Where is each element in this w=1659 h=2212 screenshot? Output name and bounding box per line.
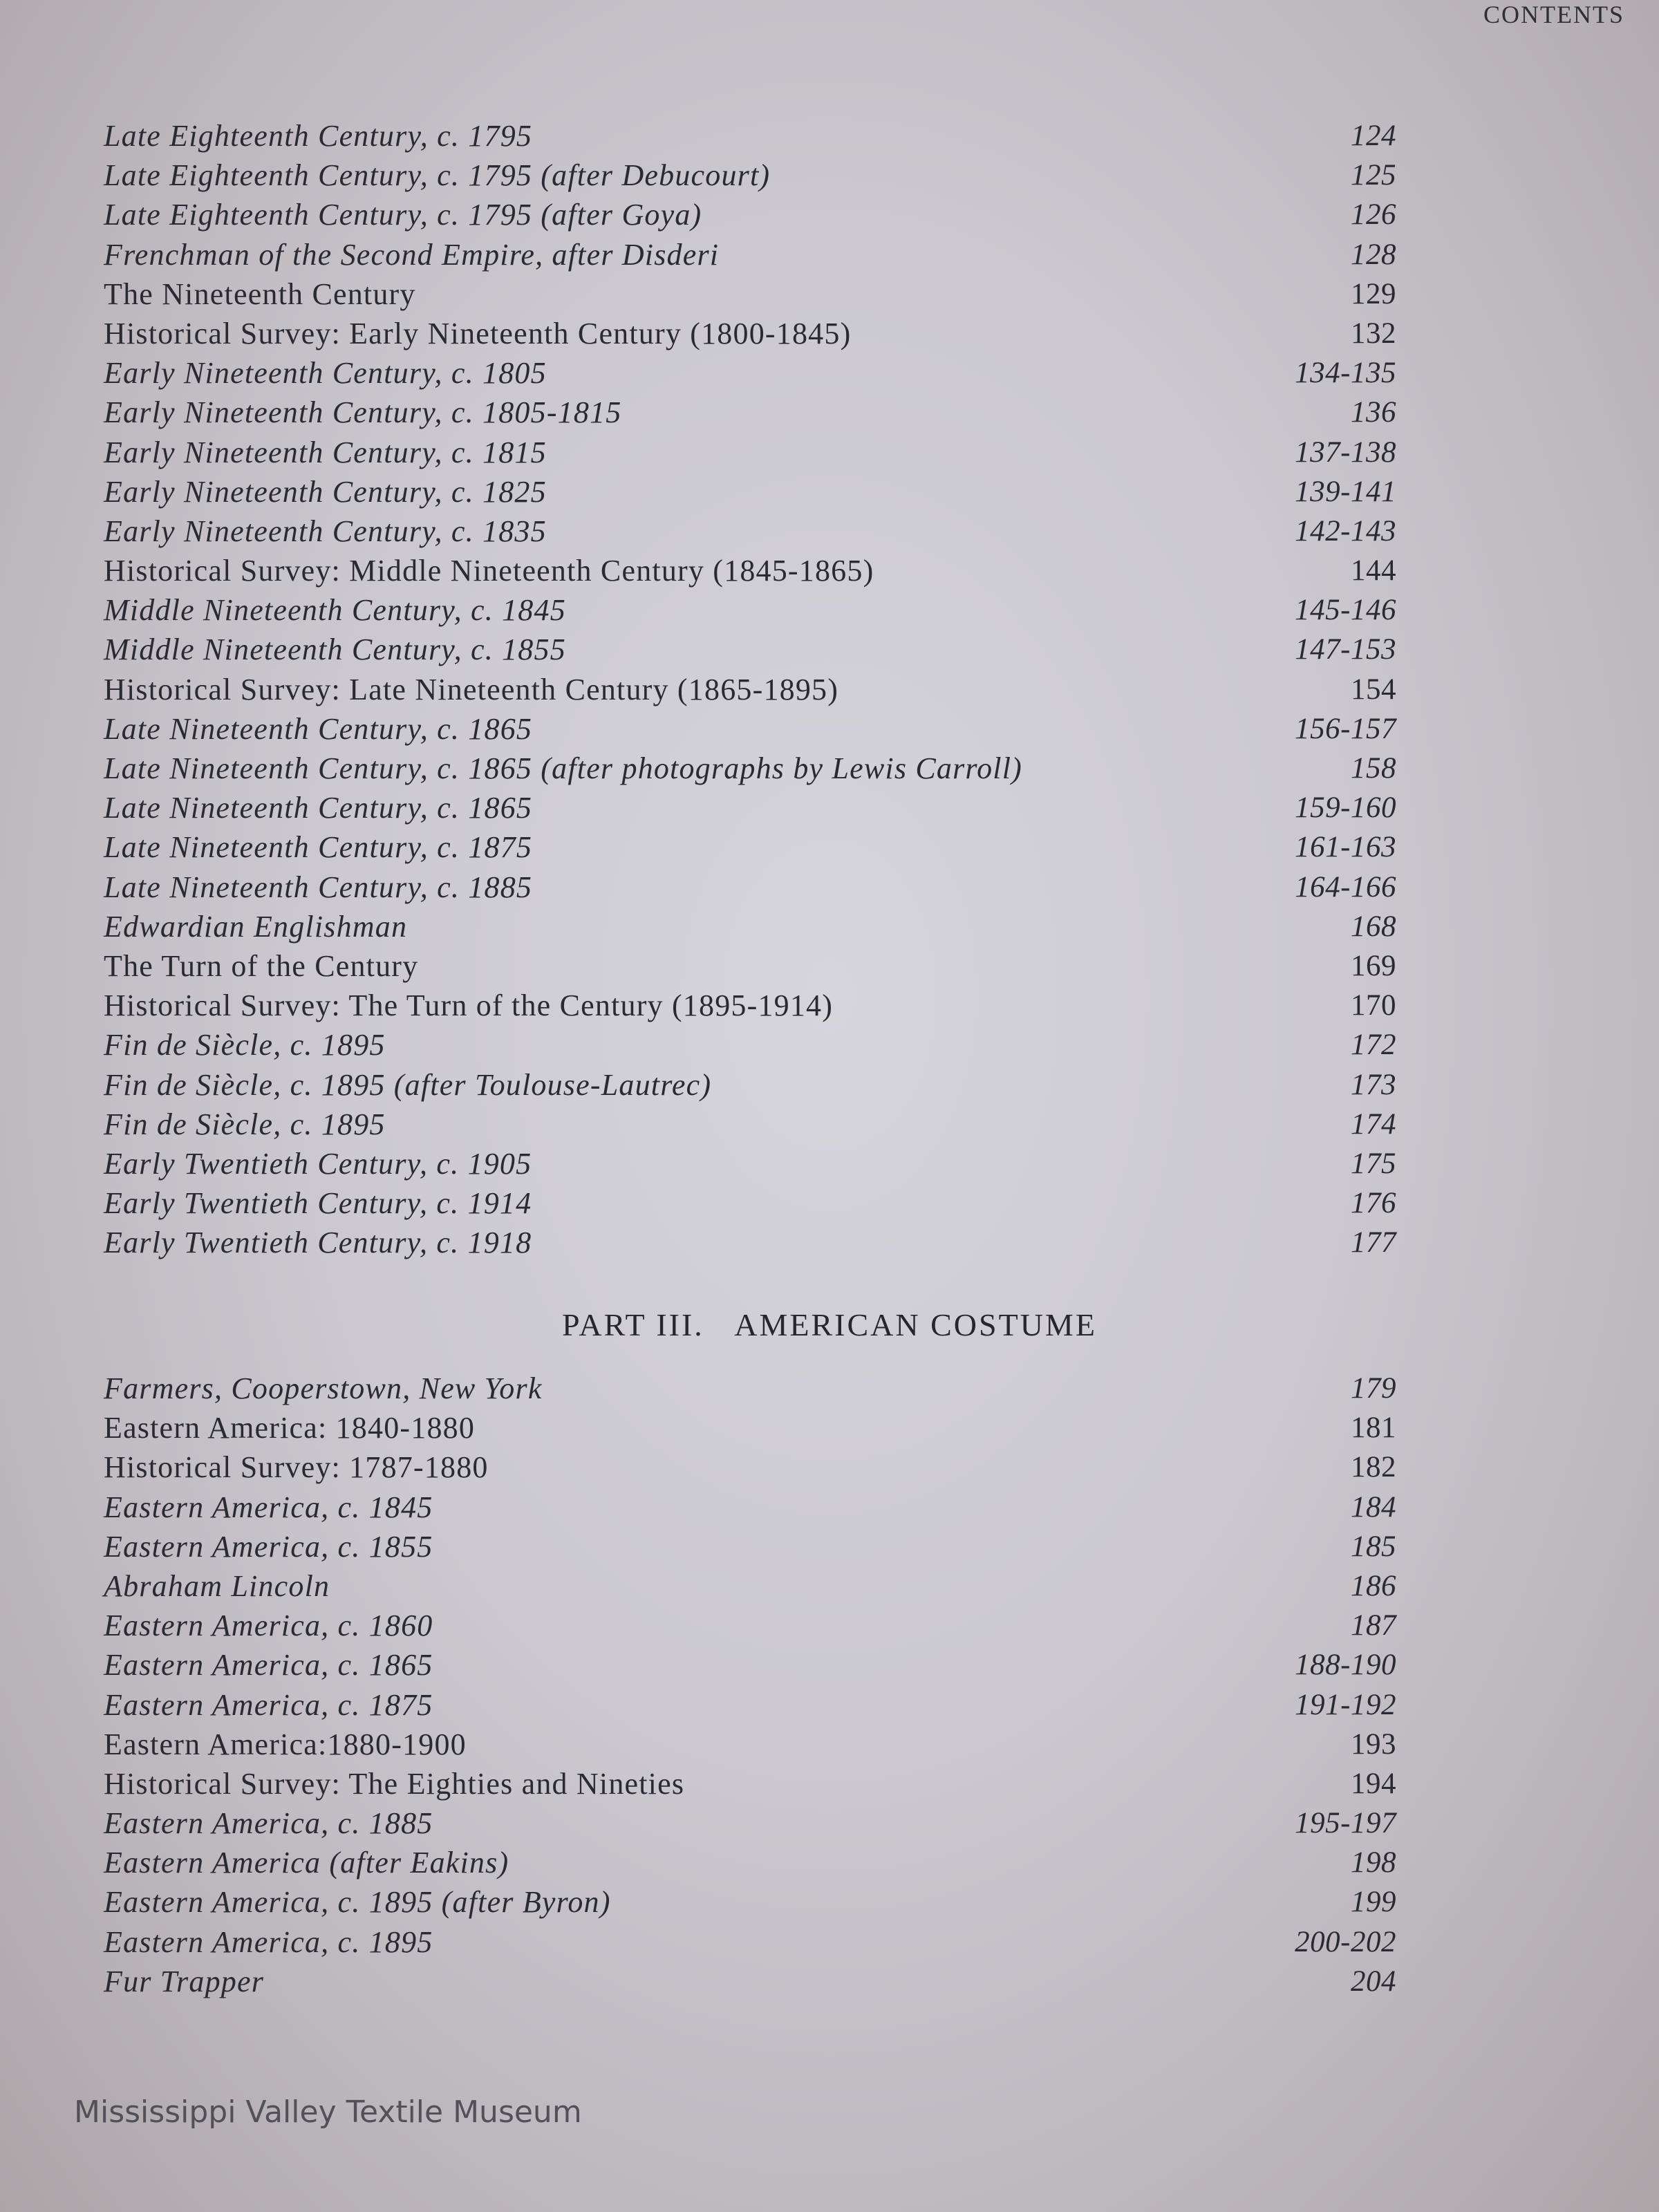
toc-entry xyxy=(104,1962,1396,2001)
toc-entry xyxy=(104,1447,1396,1487)
toc-entry-title: Fur Trapper xyxy=(104,1964,265,1998)
toc-entry xyxy=(104,314,1396,353)
toc-entry-title: Eastern America: 1840-1880 xyxy=(104,1411,476,1445)
toc-entry-title: Early Nineteenth Century, c. 1825 xyxy=(104,474,547,509)
running-head: CONTENTS xyxy=(1483,1,1624,28)
toc-entry-title: Eastern America, c. 1885 xyxy=(104,1806,433,1841)
toc-entry-page: 170 xyxy=(1351,989,1396,1022)
museum-watermark: Mississippi Valley Textile Museum xyxy=(74,2094,582,2130)
toc-entry xyxy=(104,1183,1396,1223)
toc-entry-page: 134-135 xyxy=(1295,357,1396,390)
toc-entry-page: 145-146 xyxy=(1295,594,1396,627)
toc-entry-page: 158 xyxy=(1351,752,1396,785)
toc-entry-title: Early Twentieth Century, c. 1914 xyxy=(104,1186,532,1221)
toc-entry-title: Eastern America:1880-1900 xyxy=(104,1727,467,1761)
toc-entry-page: 187 xyxy=(1351,1609,1396,1642)
toc-entry xyxy=(104,274,1396,314)
toc-entry-title: Edwardian Englishman xyxy=(104,909,408,944)
toc-entry-title: Historical Survey: 1787-1880 xyxy=(104,1450,489,1485)
toc-entry-page: 186 xyxy=(1351,1569,1396,1602)
toc-entry-page: 136 xyxy=(1351,396,1396,429)
toc-entry-title: Farmers, Cooperstown, New York xyxy=(104,1371,543,1405)
toc-entry-page: 144 xyxy=(1351,554,1396,588)
toc-entry-page: 132 xyxy=(1351,317,1396,350)
toc-entry-page: 176 xyxy=(1351,1187,1396,1220)
toc-entry xyxy=(104,472,1396,512)
toc-entry xyxy=(104,1764,1396,1803)
toc-entry-title: Middle Nineteenth Century, c. 1845 xyxy=(104,593,566,628)
toc-entry-title: Frenchman of the Second Empire, after Disderi xyxy=(104,237,720,272)
toc-entry-page: 139-141 xyxy=(1295,475,1396,508)
toc-entry xyxy=(104,1725,1396,1764)
toc-entry-title: Eastern America, c. 1895 xyxy=(104,1924,433,1959)
toc-entry xyxy=(104,1065,1396,1105)
toc-entry-title: Historical Survey: Middle Nineteenth Century (1845-1865) xyxy=(104,554,874,588)
toc-entry-title: Eastern America, c. 1895 (after Byron) xyxy=(104,1885,611,1920)
toc-entry xyxy=(104,1527,1396,1566)
toc-entry-page: 137-138 xyxy=(1295,435,1396,469)
toc-entry-page: 125 xyxy=(1351,159,1396,192)
toc-entry-page: 173 xyxy=(1351,1068,1396,1101)
toc-entry-title: Eastern America, c. 1860 xyxy=(104,1609,433,1643)
toc-entry xyxy=(104,1144,1396,1183)
part-number: PART III. xyxy=(562,1307,704,1342)
toc-entry-page: 128 xyxy=(1351,238,1396,271)
toc-entry xyxy=(104,1843,1396,1882)
toc-entry-page: 129 xyxy=(1351,277,1396,310)
toc-entry xyxy=(104,1408,1396,1447)
toc-entry-page: 172 xyxy=(1351,1029,1396,1062)
toc-entry xyxy=(104,749,1396,788)
toc-entry-title: Eastern America, c. 1865 xyxy=(104,1648,433,1683)
toc-entry-title: Late Nineteenth Century, c. 1865 (after photographs by Lewis Carroll) xyxy=(104,751,1023,785)
toc-entry-title: Early Nineteenth Century, c. 1815 xyxy=(104,435,547,469)
toc-entry xyxy=(104,156,1396,195)
toc-entry xyxy=(104,1922,1396,1962)
toc-entry-page: 164-166 xyxy=(1295,870,1396,903)
toc-entry xyxy=(104,946,1396,986)
toc-entry-page: 147-153 xyxy=(1295,633,1396,666)
toc-entry-title: Abraham Lincoln xyxy=(104,1568,330,1603)
toc-entry xyxy=(104,1645,1396,1685)
toc-entry xyxy=(104,235,1396,274)
part-heading xyxy=(0,1306,1659,1343)
toc-entry-title: Historical Survey: Late Nineteenth Century (1865-1895) xyxy=(104,672,839,706)
toc-entry-page: 193 xyxy=(1351,1727,1396,1761)
toc-entry xyxy=(104,1105,1396,1144)
toc-entry xyxy=(104,827,1396,867)
toc-entry xyxy=(104,1223,1396,1262)
toc-entry-title: Late Nineteenth Century, c. 1865 xyxy=(104,791,533,825)
toc-entry xyxy=(104,868,1396,907)
toc-entry-title: The Nineteenth Century xyxy=(104,276,416,311)
toc-entry-title: Late Eighteenth Century, c. 1795 (after Goya) xyxy=(104,198,702,232)
toc-entry-title: Late Eighteenth Century, c. 1795 xyxy=(104,119,533,153)
toc-entry-title: Eastern America, c. 1875 xyxy=(104,1687,433,1722)
toc-entry-title: Fin de Siècle, c. 1895 xyxy=(104,1028,386,1062)
toc-entry xyxy=(104,788,1396,827)
toc-entry-page: 169 xyxy=(1351,949,1396,982)
toc-entry-page: 182 xyxy=(1351,1451,1396,1484)
toc-entry-page: 156-157 xyxy=(1295,712,1396,745)
toc-entry-title: Early Nineteenth Century, c. 1835 xyxy=(104,514,547,548)
toc-entry-page: 179 xyxy=(1351,1372,1396,1405)
toc-entry xyxy=(104,986,1396,1025)
toc-entry-page: 124 xyxy=(1351,120,1396,152)
toc-entry xyxy=(104,551,1396,590)
toc-entry-page: 188-190 xyxy=(1295,1649,1396,1682)
toc-entry xyxy=(104,709,1396,749)
toc-entry xyxy=(104,630,1396,669)
toc-entry-title: Eastern America, c. 1845 xyxy=(104,1490,433,1524)
toc-entry-title: Late Nineteenth Century, c. 1885 xyxy=(104,870,533,904)
toc-entry-page: 126 xyxy=(1351,198,1396,232)
toc-entry-title: Historical Survey: The Eighties and Nineties xyxy=(104,1766,685,1801)
toc-entry-page: 161-163 xyxy=(1295,831,1396,864)
toc-entry xyxy=(104,1606,1396,1645)
toc-entry-title: Early Twentieth Century, c. 1905 xyxy=(104,1146,532,1181)
toc-entry xyxy=(104,1369,1396,1408)
toc-entry-page: 199 xyxy=(1351,1886,1396,1919)
toc-entry-title: Early Twentieth Century, c. 1918 xyxy=(104,1226,532,1260)
toc-entry-page: 184 xyxy=(1351,1490,1396,1524)
toc-entry xyxy=(104,512,1396,551)
toc-entry xyxy=(104,590,1396,630)
toc-entry xyxy=(104,670,1396,709)
part-title: AMERICAN COSTUME xyxy=(734,1307,1097,1342)
toc-entry-page: 174 xyxy=(1351,1107,1396,1141)
toc-entry xyxy=(104,1025,1396,1065)
toc-entry xyxy=(104,353,1396,393)
toc-entry xyxy=(104,1685,1396,1725)
toc-entry-page: 198 xyxy=(1351,1846,1396,1880)
toc-entry-title: Late Eighteenth Century, c. 1795 (after Debucourt) xyxy=(104,158,771,193)
toc-entry-page: 194 xyxy=(1351,1767,1396,1800)
toc-entry xyxy=(104,195,1396,234)
toc-entry-page: 142-143 xyxy=(1295,514,1396,547)
toc-entry-page: 181 xyxy=(1351,1412,1396,1445)
toc-entry-page: 177 xyxy=(1351,1226,1396,1259)
toc-entry-title: Early Nineteenth Century, c. 1805 xyxy=(104,356,547,391)
toc-entry xyxy=(104,1566,1396,1606)
toc-entry-title: Eastern America, c. 1855 xyxy=(104,1529,433,1564)
toc-entry xyxy=(104,1803,1396,1843)
toc-entry-title: Early Nineteenth Century, c. 1805-1815 xyxy=(104,395,622,430)
toc-entry-page: 195-197 xyxy=(1295,1807,1396,1840)
toc-entry-title: The Turn of the Century xyxy=(104,948,419,983)
toc-entry-title: Middle Nineteenth Century, c. 1855 xyxy=(104,632,566,667)
toc-entry-title: Fin de Siècle, c. 1895 xyxy=(104,1107,386,1141)
toc-entry-title: Historical Survey: The Turn of the Century (1895-1914) xyxy=(104,988,834,1023)
toc-entry-page: 204 xyxy=(1351,1965,1396,1998)
toc-entry xyxy=(104,433,1396,472)
toc-lower-list xyxy=(104,1369,1396,2001)
toc-entry xyxy=(104,116,1396,156)
toc-entry-title: Eastern America (after Eakins) xyxy=(104,1846,509,1880)
toc-upper-list xyxy=(104,116,1396,1262)
toc-entry xyxy=(104,393,1396,432)
toc-entry-page: 168 xyxy=(1351,910,1396,943)
toc-entry-page: 159-160 xyxy=(1295,791,1396,825)
toc-entry xyxy=(104,907,1396,946)
toc-entry-title: Historical Survey: Early Nineteenth Century (1800-1845) xyxy=(104,316,852,350)
toc-entry-page: 191-192 xyxy=(1295,1688,1396,1721)
toc-entry-page: 185 xyxy=(1351,1530,1396,1563)
toc-entry-page: 175 xyxy=(1351,1147,1396,1180)
toc-entry-page: 200-202 xyxy=(1295,1925,1396,1958)
toc-entry-title: Late Nineteenth Century, c. 1875 xyxy=(104,830,533,865)
toc-entry-title: Late Nineteenth Century, c. 1865 xyxy=(104,711,533,746)
toc-entry-title: Fin de Siècle, c. 1895 (after Toulouse-Lautrec) xyxy=(104,1067,712,1102)
toc-entry xyxy=(104,1882,1396,1922)
toc-entry-page: 154 xyxy=(1351,673,1396,706)
toc-entry xyxy=(104,1488,1396,1527)
